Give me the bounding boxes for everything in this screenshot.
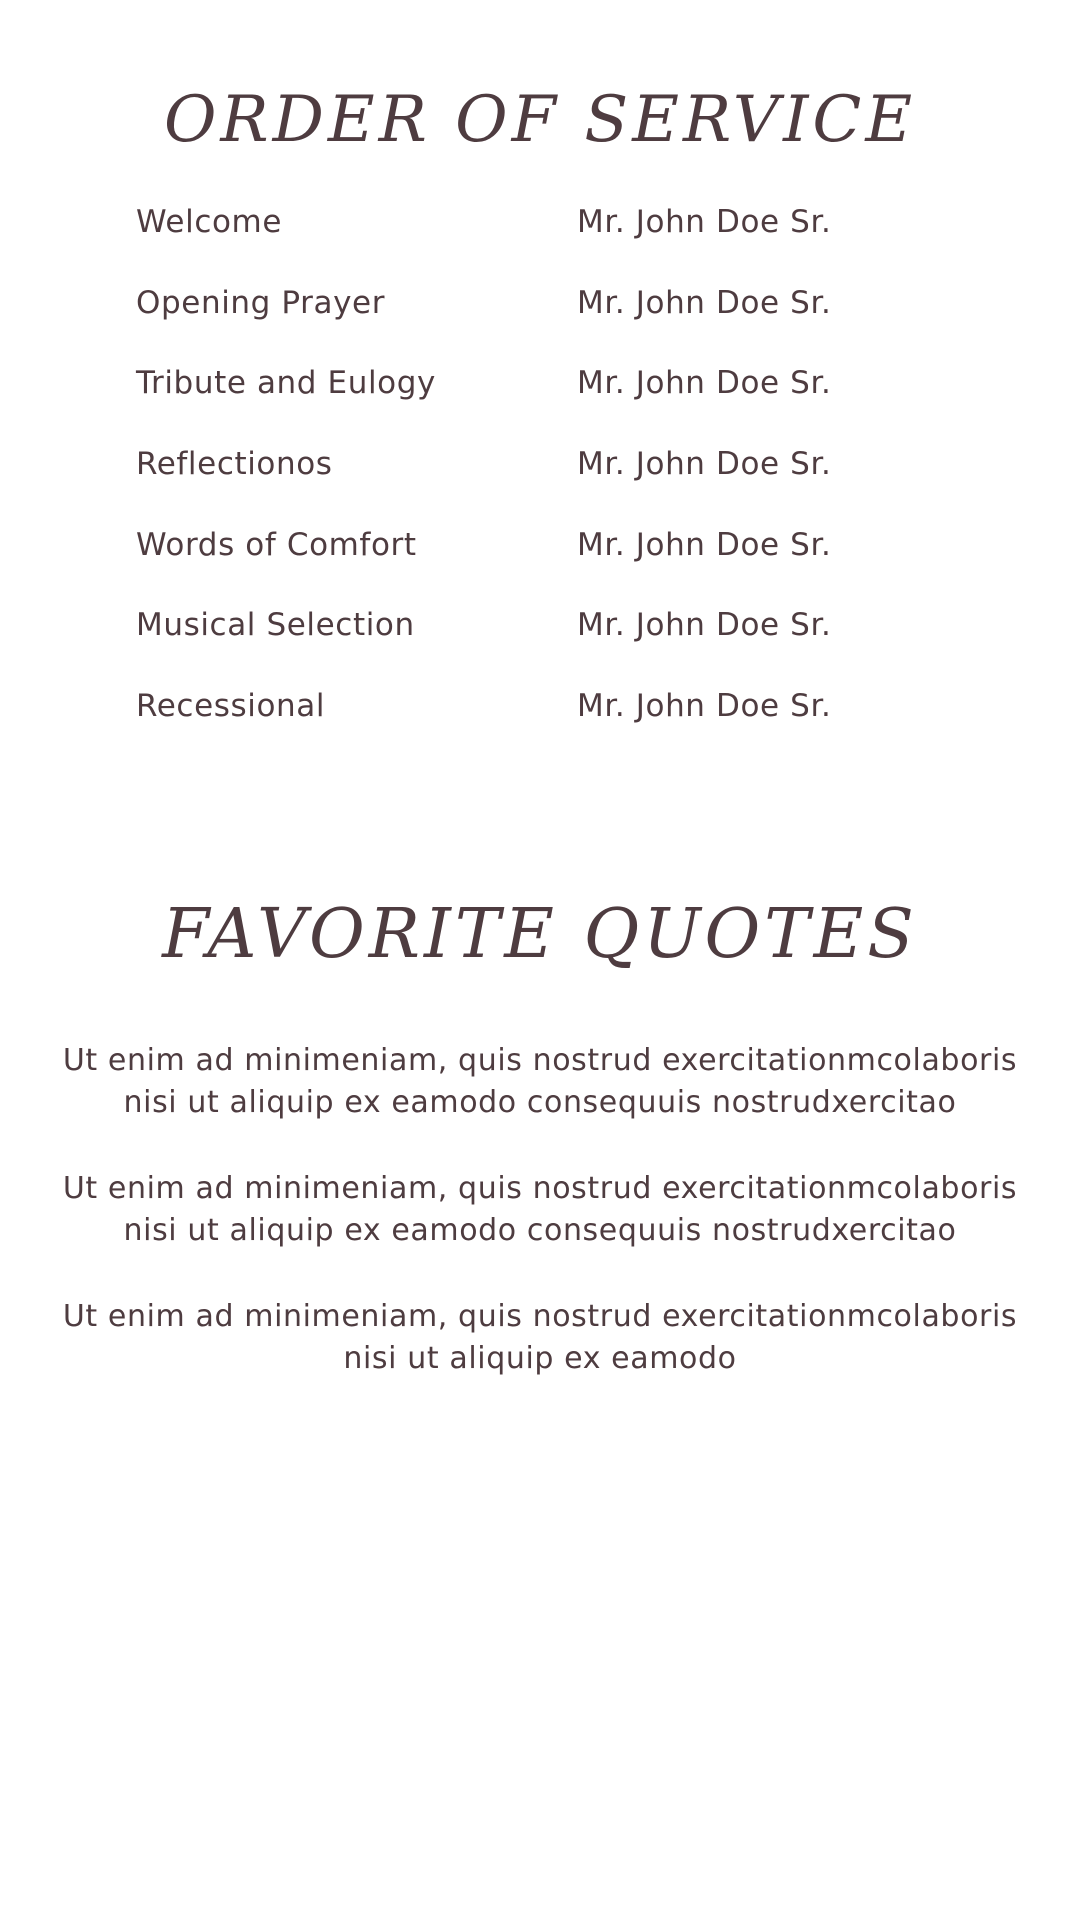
program-speaker: Mr. John Doe Sr.	[577, 284, 832, 321]
program-speaker: Mr. John Doe Sr.	[577, 607, 832, 644]
program-row	[0, 277, 1080, 358]
program-row	[0, 599, 1080, 680]
program-row	[0, 519, 1080, 600]
quote-paragraph	[20, 1296, 1060, 1380]
program-speaker: Mr. John Doe Sr.	[577, 446, 832, 483]
quote-paragraph	[20, 1168, 1060, 1252]
program-item: Opening Prayer	[136, 284, 386, 321]
program-item: Musical Selection	[136, 607, 415, 644]
program-row	[0, 357, 1080, 438]
program-speaker: Mr. John Doe Sr.	[577, 204, 832, 240]
program-speaker: Mr. John Doe Sr.	[577, 688, 832, 725]
quote-line: nisi ut aliquip ex eamodo	[343, 1341, 737, 1376]
favorite-quotes-title: FAVORITE QUOTES	[162, 895, 918, 974]
program-row	[0, 438, 1080, 519]
order-of-service-title: ORDER OF SERVICE	[163, 83, 917, 157]
quote-paragraph	[20, 1040, 1060, 1124]
program-row	[0, 680, 1080, 761]
program-row	[0, 196, 1080, 277]
program-item: Recessional	[136, 688, 326, 725]
quote-line: nisi ut aliquip ex eamodo consequuis nostrudxercitao	[123, 1085, 957, 1120]
order-of-service-list	[0, 196, 1080, 761]
program-speaker: Mr. John Doe Sr.	[577, 365, 832, 402]
quote-line: Ut enim ad minimeniam, quis nostrud exercitationmcolaboris	[62, 1171, 1018, 1206]
program-item: Welcome	[136, 204, 283, 240]
quote-line: nisi ut aliquip ex eamodo consequuis nostrudxercitao	[123, 1213, 957, 1248]
program-item: Words of Comfort	[136, 526, 417, 563]
program-item: Tribute and Eulogy	[136, 365, 436, 402]
program-speaker: Mr. John Doe Sr.	[577, 526, 832, 563]
quote-line: Ut enim ad minimeniam, quis nostrud exercitationmcolaboris	[62, 1043, 1018, 1078]
program-item: Reflectionos	[136, 446, 333, 483]
favorite-quotes-list	[20, 1040, 1060, 1424]
quote-line: Ut enim ad minimeniam, quis nostrud exercitationmcolaboris	[62, 1299, 1018, 1334]
